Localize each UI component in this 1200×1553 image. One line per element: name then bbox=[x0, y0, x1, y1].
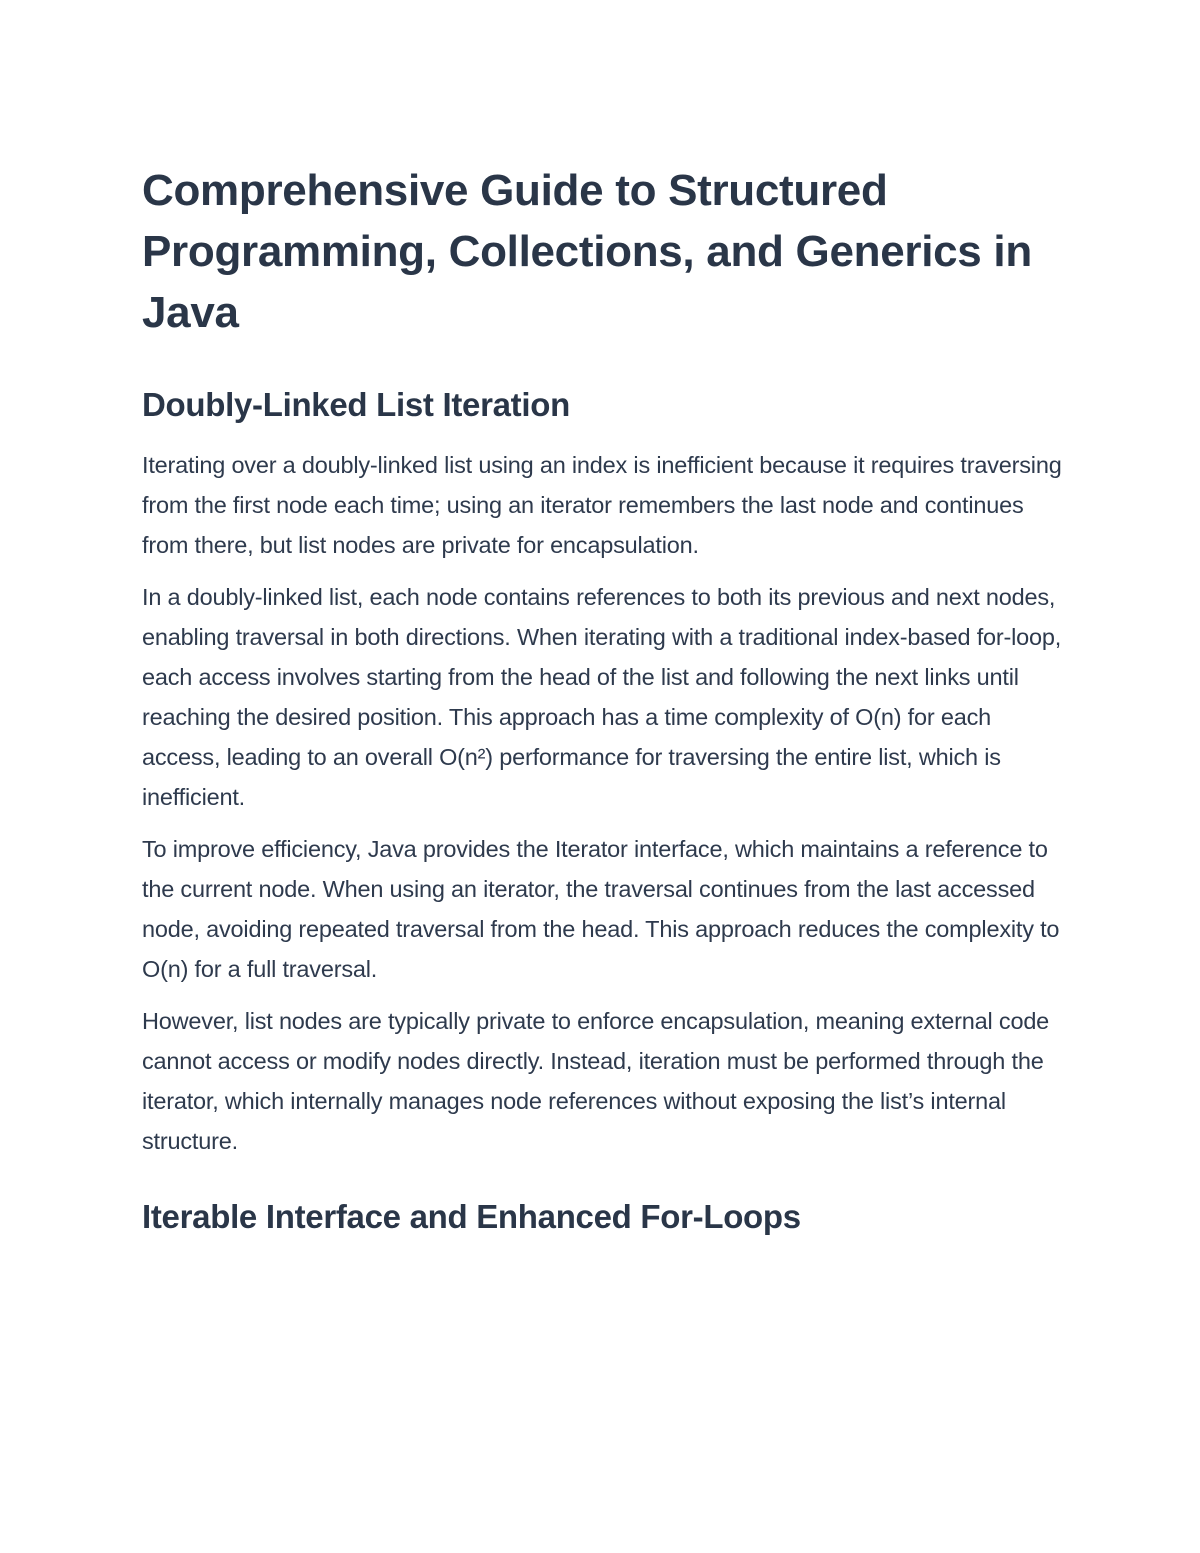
paragraph-encapsulation: However, list nodes are typically private to enforce encapsulation, meaning external code cannot access or modify nodes directly. Instead, iteration must be performed through the iterator, which internally manages node references without exposing the list’s internal structure. bbox=[142, 1008, 1050, 1154]
section-heading-iterable-interface: Iterable Interface and Enhanced For-Loops bbox=[142, 1198, 801, 1235]
section-heading-doubly-linked-list: Doubly-Linked List Iteration bbox=[142, 386, 570, 423]
paragraph-summary: Iterating over a doubly-linked list using an index is inefficient because it requires traversing from the first node each time; using an iterator remembers the last node and continues from there, but list nodes are private for encapsulation. bbox=[142, 452, 1062, 558]
document-title: Comprehensive Guide to Structured Programming, Collections, and Generics in Java bbox=[142, 166, 1032, 337]
paragraph-index-traversal: In a doubly-linked list, each node contains references to both its previous and next nodes, enabling traversal in both directions. When iterating with a traditional index-based for-loop, each access involves starting from the head of the list and following the next links until reaching the desired position. This approach has a time complexity of O(n) for each access, leading to an overall O(n²) performance for traversing the entire list, which is inefficient. bbox=[142, 584, 1062, 810]
paragraph-iterator-efficiency: To improve efficiency, Java provides the Iterator interface, which maintains a reference to the current node. When using an iterator, the traversal continues from the last accessed node, avoiding repeated traversal from the head. This approach reduces the complexity to O(n) for a full traversal. bbox=[142, 836, 1060, 982]
document-page bbox=[142, 160, 1062, 1257]
